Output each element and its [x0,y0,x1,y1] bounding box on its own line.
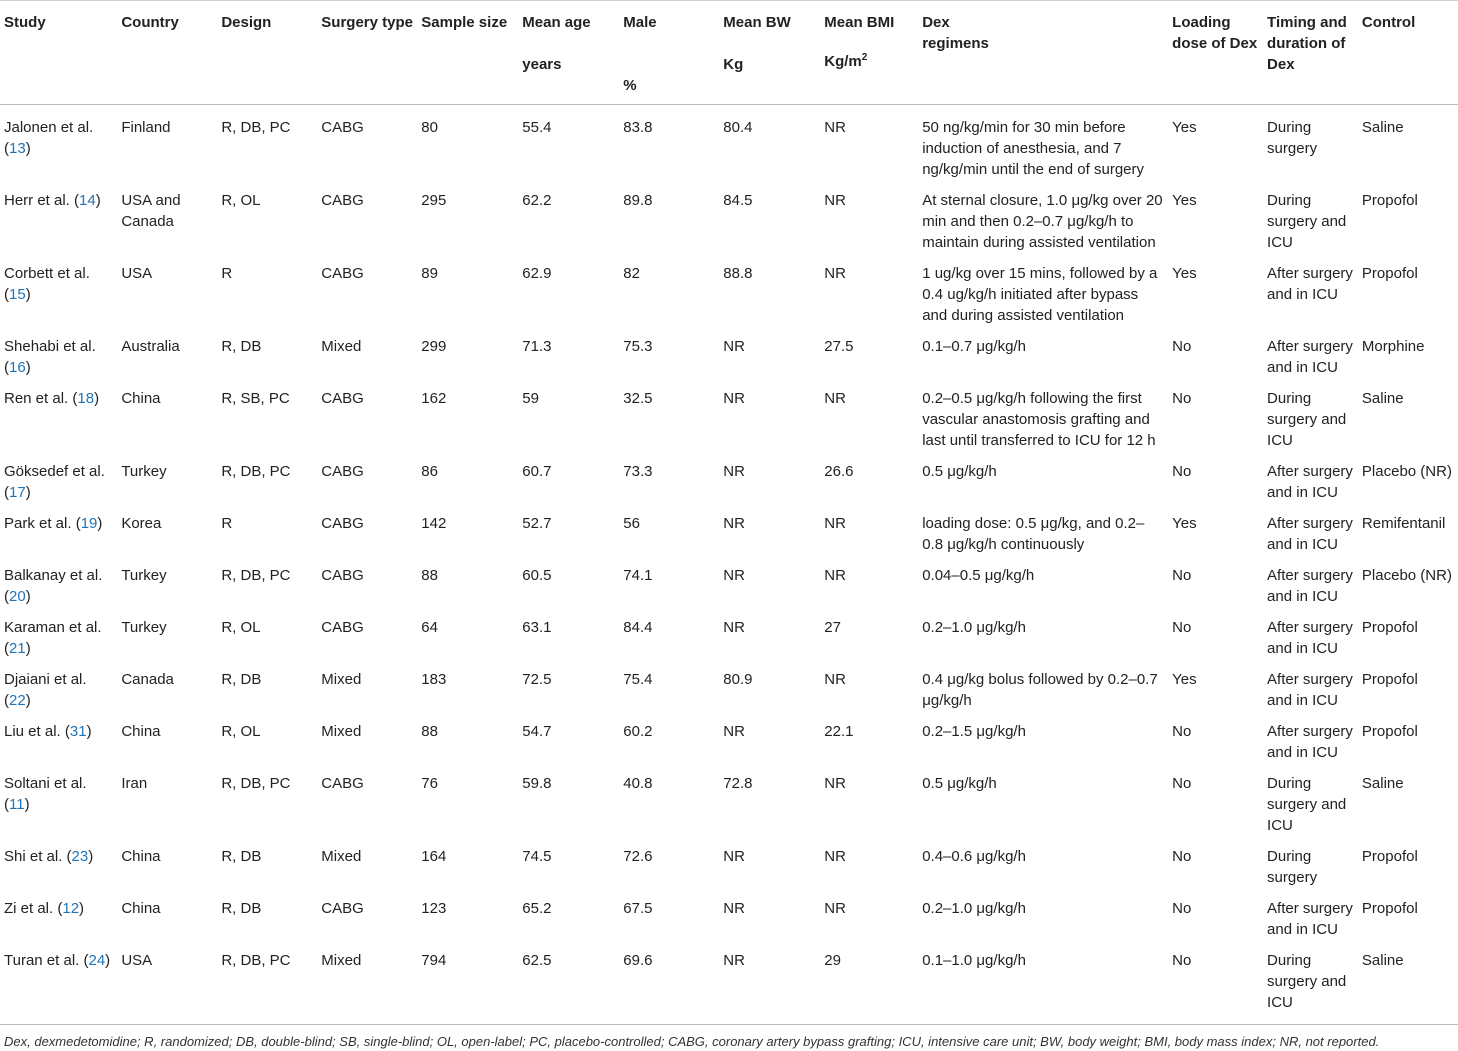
cell-control: Propofol [1361,723,1418,740]
cell-timing: After surgery and in ICU [1267,265,1353,303]
study-name: Turan et al. ( [4,952,89,969]
cell-age: 62.2 [522,192,552,209]
table-row [0,331,1458,383]
table-row [0,768,1458,841]
reference-close-paren: ) [95,192,101,209]
cell-male: 75.3 [623,338,653,355]
cell-study [0,383,117,456]
cell-sample: 295 [421,192,447,209]
cell-study [0,664,117,716]
table-footnote: Dex, dexmedetomidine; R, randomized; DB, double-blind; SB, single-blind; OL, open-label; PC, placebo-controlled; CABG, coronary artery bypass grafting; ICU, intensive care unit; BW, body weight; BMI, body mass index; NR, not reported. [4,1034,1380,1049]
cell-design: R, DB, PC [221,119,291,136]
cell-bw: NR [723,848,745,865]
cell-bw: 80.4 [723,119,753,136]
reference-close-paren: ) [94,390,100,407]
cell-male: 82 [623,265,640,282]
reference-close-paren: ) [97,515,103,532]
table-row [0,560,1458,612]
reference-close-paren: ) [25,640,31,657]
cell-surgery: CABG [321,900,364,917]
cell-age: 62.9 [522,265,552,282]
table-row [0,508,1458,560]
cell-bmi: 29 [824,952,841,969]
cell-country: Turkey [121,619,167,636]
cell-bmi: NR [824,119,846,136]
cell-sample: 64 [421,619,438,636]
header-mean-age-unit: years [522,56,562,73]
reference-link[interactable]: 22 [9,692,26,709]
reference-close-paren: ) [25,692,31,709]
cell-control: Propofol [1361,192,1418,209]
cell-design: R, DB [221,671,262,688]
reference-close-paren: ) [24,796,30,813]
cell-control: Placebo (NR) [1361,567,1452,584]
cell-bw: NR [723,463,745,480]
table-row [0,612,1458,664]
cell-dex: 0.2–1.0 μg/kg/h [922,900,1026,917]
cell-sample: 299 [421,338,447,355]
cell-bw: NR [723,619,745,636]
cell-country: USA [121,265,153,282]
cell-surgery: CABG [321,515,364,532]
cell-bmi: NR [824,671,846,688]
cell-surgery: CABG [321,775,364,792]
header-mean-age: Mean age years [518,1,619,105]
cell-surgery: Mixed [321,952,362,969]
cell-sample: 164 [421,848,447,865]
cell-bw: 80.9 [723,671,753,688]
cell-design: R, DB [221,900,262,917]
cell-loading: No [1172,723,1192,740]
cell-loading: No [1172,775,1192,792]
cell-timing: During surgery and ICU [1267,390,1347,449]
cell-country: Turkey [121,567,167,584]
table-row [0,664,1458,716]
table-header [0,1,1458,105]
cell-timing: During surgery [1267,119,1318,157]
cell-dex: 0.4 μg/kg bolus followed by 0.2–0.7 μg/kg/h [922,671,1158,709]
cell-bw: NR [723,567,745,584]
study-name: Corbett et al. ( [4,265,90,303]
cell-male: 56 [623,515,640,532]
cell-timing: After surgery and in ICU [1267,338,1353,376]
cell-design: R, OL [221,192,261,209]
cell-surgery: CABG [321,192,364,209]
cell-dex: 0.1–1.0 μg/kg/h [922,952,1026,969]
reference-link[interactable]: 24 [88,952,106,969]
cell-dex: 0.5 μg/kg/h [922,775,997,792]
cell-country: Canada [121,671,174,688]
cell-design: R, DB, PC [221,463,291,480]
cell-sample: 123 [421,900,447,917]
reference-link[interactable]: 13 [9,140,26,157]
cell-design: R, DB [221,338,262,355]
study-name: Djaiani et al. ( [4,671,87,709]
table-row [0,185,1458,258]
header-design: Design [217,1,317,105]
cell-control: Placebo (NR) [1361,463,1452,480]
cell-bw: 72.8 [723,775,753,792]
cell-timing: During surgery and ICU [1267,952,1347,1011]
cell-loading: Yes [1172,265,1197,282]
reference-close-paren: ) [25,588,31,605]
cell-dex: 1 ug/kg over 15 mins, followed by a 0.4 ug/kg/h initiated after bypass and during assisted ventilation [922,265,1158,324]
cell-design: R, DB [221,848,262,865]
cell-age: 59.8 [522,775,552,792]
study-name: Park et al. ( [4,515,81,532]
cell-design: R, DB, PC [221,567,291,584]
cell-male: 40.8 [623,775,653,792]
cell-age: 52.7 [522,515,552,532]
study-name: Göksedef et al. ( [4,463,105,501]
reference-close-paren: ) [25,359,31,376]
header-country: Country [117,1,217,105]
cell-loading: No [1172,338,1192,355]
header-loading-dose: Loading dose of Dex [1168,1,1263,105]
cell-study [0,612,117,664]
header-control: Control [1358,1,1458,105]
cell-sample: 76 [421,775,438,792]
table-row [0,716,1458,768]
cell-control: Remifentanil [1361,515,1446,532]
reference-link[interactable]: 15 [9,286,26,303]
reference-close-paren: ) [25,286,31,303]
cell-male: 75.4 [623,671,653,688]
cell-surgery: Mixed [321,848,362,865]
cell-surgery: CABG [321,390,364,407]
cell-study [0,716,117,768]
table-row [0,383,1458,456]
cell-country: Australia [121,338,180,355]
study-name: Herr et al. ( [4,192,80,209]
cell-bw: NR [723,515,745,532]
cell-dex: 0.5 μg/kg/h [922,463,997,480]
cell-timing: After surgery and in ICU [1267,515,1353,553]
cell-bmi: 27.5 [824,338,854,355]
reference-link[interactable]: 17 [9,484,26,501]
cell-male: 89.8 [623,192,653,209]
cell-control: Saline [1361,390,1404,407]
cell-bw: NR [723,900,745,917]
cell-timing: During surgery and ICU [1267,775,1347,834]
header-mean-bw: Mean BW Kg [719,1,820,105]
cell-design: R [221,265,233,282]
cell-sample: 89 [421,265,438,282]
cell-country: Finland [121,119,171,136]
cell-country: USA and Canada [121,192,181,230]
header-surgery-type: Surgery type [317,1,417,105]
cell-control: Morphine [1361,338,1425,355]
header-mean-bmi: Mean BMI $Kg/m^2$ [820,1,918,105]
cell-timing: After surgery and in ICU [1267,463,1353,501]
cell-dex: 0.2–0.5 μg/kg/h following the first vascular anastomosis grafting and last until transferred to ICU for 12 h [922,390,1156,449]
cell-bmi: NR [824,265,846,282]
cell-bw: NR [723,723,745,740]
table-row [0,456,1458,508]
cell-age: 62.5 [522,952,552,969]
cell-study [0,560,117,612]
cell-male: 84.4 [623,619,653,636]
table-row [0,105,1458,186]
cell-control: Saline [1361,119,1404,136]
cell-sample: 794 [421,952,447,969]
cell-timing: After surgery and in ICU [1267,567,1353,605]
cell-country: China [121,900,161,917]
cell-male: 69.6 [623,952,653,969]
cell-loading: Yes [1172,119,1197,136]
reference-close-paren: ) [25,484,31,501]
cell-age: 54.7 [522,723,552,740]
table-row [0,893,1458,945]
cell-timing: During surgery [1267,848,1318,886]
cell-country: Korea [121,515,162,532]
study-name: Shi et al. ( [4,848,72,865]
cell-timing: After surgery and in ICU [1267,723,1353,761]
cell-study [0,945,117,1025]
cell-study [0,185,117,258]
cell-surgery: Mixed [321,338,362,355]
reference-link[interactable]: 19 [80,515,98,532]
cell-surgery: CABG [321,265,364,282]
cell-study [0,768,117,841]
cell-study [0,841,117,893]
reference-link[interactable]: 18 [77,390,95,407]
cell-bw: NR [723,952,745,969]
cell-surgery: CABG [321,619,364,636]
cell-loading: No [1172,390,1192,407]
cell-sample: 183 [421,671,447,688]
cell-country: Iran [121,775,148,792]
header-study: Study [0,1,117,105]
cell-dex: 0.2–1.0 μg/kg/h [922,619,1026,636]
reference-close-paren: ) [88,848,94,865]
cell-age: 63.1 [522,619,552,636]
cell-male: 67.5 [623,900,653,917]
cell-male: 72.6 [623,848,653,865]
table-row [0,258,1458,331]
cell-bw: NR [723,390,745,407]
cell-bmi: NR [824,900,846,917]
header-timing: Timing and duration of Dex [1263,1,1358,105]
cell-age: 60.5 [522,567,552,584]
cell-control: Propofol [1361,671,1418,688]
header-male: Male % [619,1,719,105]
cell-sample: 88 [421,723,438,740]
cell-loading: No [1172,848,1192,865]
reference-link[interactable]: 20 [9,588,26,605]
cell-study [0,893,117,945]
cell-sample: 142 [421,515,447,532]
cell-control: Saline [1361,952,1404,969]
header-male-unit: % [623,77,637,94]
cell-country: USA [121,952,153,969]
reference-close-paren: ) [105,952,111,969]
study-name: Soltani et al. ( [4,775,87,813]
cell-surgery: Mixed [321,723,362,740]
cell-control: Propofol [1361,900,1418,917]
cell-dex: 0.04–0.5 μg/kg/h [922,567,1035,584]
study-name: Zi et al. ( [4,900,63,917]
cell-bw: 84.5 [723,192,753,209]
cell-male: 60.2 [623,723,653,740]
study-name: Ren et al. ( [4,390,78,407]
cell-study [0,331,117,383]
cell-age: 72.5 [522,671,552,688]
cell-timing: After surgery and in ICU [1267,900,1353,938]
cell-dex: 0.1–0.7 μg/kg/h [922,338,1026,355]
cell-loading: Yes [1172,192,1197,209]
cell-age: 74.5 [522,848,552,865]
cell-loading: Yes [1172,671,1197,688]
cell-control: Propofol [1361,619,1418,636]
reference-close-paren: ) [86,723,92,740]
cell-bmi: NR [824,192,846,209]
table-body [0,105,1458,1025]
cell-bmi: 27 [824,619,841,636]
study-name: Karaman et al. ( [4,619,102,657]
cell-design: R, OL [221,619,261,636]
cell-timing: During surgery and ICU [1267,192,1347,251]
reference-link[interactable]: 16 [9,359,26,376]
cell-bmi: NR [824,775,846,792]
cell-age: 55.4 [522,119,552,136]
cell-country: China [121,848,161,865]
reference-link[interactable]: 11 [9,796,25,813]
cell-bmi: NR [824,848,846,865]
header-sample-size: Sample size [417,1,518,105]
cell-surgery: CABG [321,119,364,136]
reference-close-paren: ) [79,900,85,917]
cell-age: 59 [522,390,539,407]
cell-male: 32.5 [623,390,653,407]
cell-country: China [121,390,161,407]
cell-country: Turkey [121,463,167,480]
header-mean-bw-unit: Kg [723,56,744,73]
cell-control: Propofol [1361,848,1418,865]
cell-bmi: NR [824,390,846,407]
cell-dex: 50 ng/kg/min for 30 min before induction of anesthesia, and 7 ng/kg/min until the end of surgery [922,119,1144,178]
cell-timing: After surgery and in ICU [1267,619,1353,657]
cell-study [0,456,117,508]
cell-dex: loading dose: 0.5 μg/kg, and 0.2–0.8 μg/kg/h continuously [922,515,1145,553]
cell-study [0,105,117,186]
cell-study [0,258,117,331]
cell-surgery: CABG [321,463,364,480]
cell-surgery: CABG [321,567,364,584]
cell-sample: 162 [421,390,447,407]
table-row [0,841,1458,893]
cell-country: China [121,723,161,740]
cell-bmi: NR [824,515,846,532]
cell-dex: At sternal closure, 1.0 μg/kg over 20 min and then 0.2–0.7 μg/kg/h to maintain during assisted ventilation [922,192,1163,251]
cell-bmi: NR [824,567,846,584]
cell-study [0,508,117,560]
cell-sample: 88 [421,567,438,584]
table-row [0,945,1458,1025]
cell-sample: 80 [421,119,438,136]
cell-age: 65.2 [522,900,552,917]
cell-design: R, OL [221,723,261,740]
cell-male: 74.1 [623,567,653,584]
cell-timing: After surgery and in ICU [1267,671,1353,709]
cell-loading: No [1172,900,1192,917]
header-mean-bmi-unit: $Kg/m^2$ [824,52,868,70]
cell-loading: No [1172,952,1192,969]
reference-link[interactable]: 23 [71,848,89,865]
cell-male: 83.8 [623,119,653,136]
cell-dex: 0.2–1.5 μg/kg/h [922,723,1026,740]
cell-dex: 0.4–0.6 μg/kg/h [922,848,1026,865]
cell-sample: 86 [421,463,438,480]
study-name: Balkanay et al. ( [4,567,103,605]
header-dex-regimens: Dex regimens [918,1,1168,105]
cell-bmi: 22.1 [824,723,854,740]
cell-design: R, DB, PC [221,775,291,792]
cell-loading: No [1172,567,1192,584]
header-row [0,1,1458,105]
cell-design: R, SB, PC [221,390,290,407]
reference-link[interactable]: 12 [62,900,80,917]
reference-close-paren: ) [25,140,31,157]
cell-bw: NR [723,338,745,355]
cell-loading: No [1172,619,1192,636]
reference-link[interactable]: 21 [9,640,26,657]
cell-age: 71.3 [522,338,552,355]
cell-loading: No [1172,463,1192,480]
study-name: Liu et al. ( [4,723,70,740]
cell-male: 73.3 [623,463,653,480]
cell-bw: 88.8 [723,265,753,282]
cell-control: Propofol [1361,265,1418,282]
cell-design: R, DB, PC [221,952,291,969]
study-name: Shehabi et al. ( [4,338,96,376]
reference-link[interactable]: 14 [79,192,96,209]
cell-age: 60.7 [522,463,552,480]
cell-surgery: Mixed [321,671,362,688]
cell-bmi: 26.6 [824,463,854,480]
cell-control: Saline [1361,775,1404,792]
cell-design: R [221,515,233,532]
reference-link[interactable]: 31 [69,723,87,740]
cell-loading: Yes [1172,515,1197,532]
study-name: Jalonen et al. ( [4,119,94,157]
